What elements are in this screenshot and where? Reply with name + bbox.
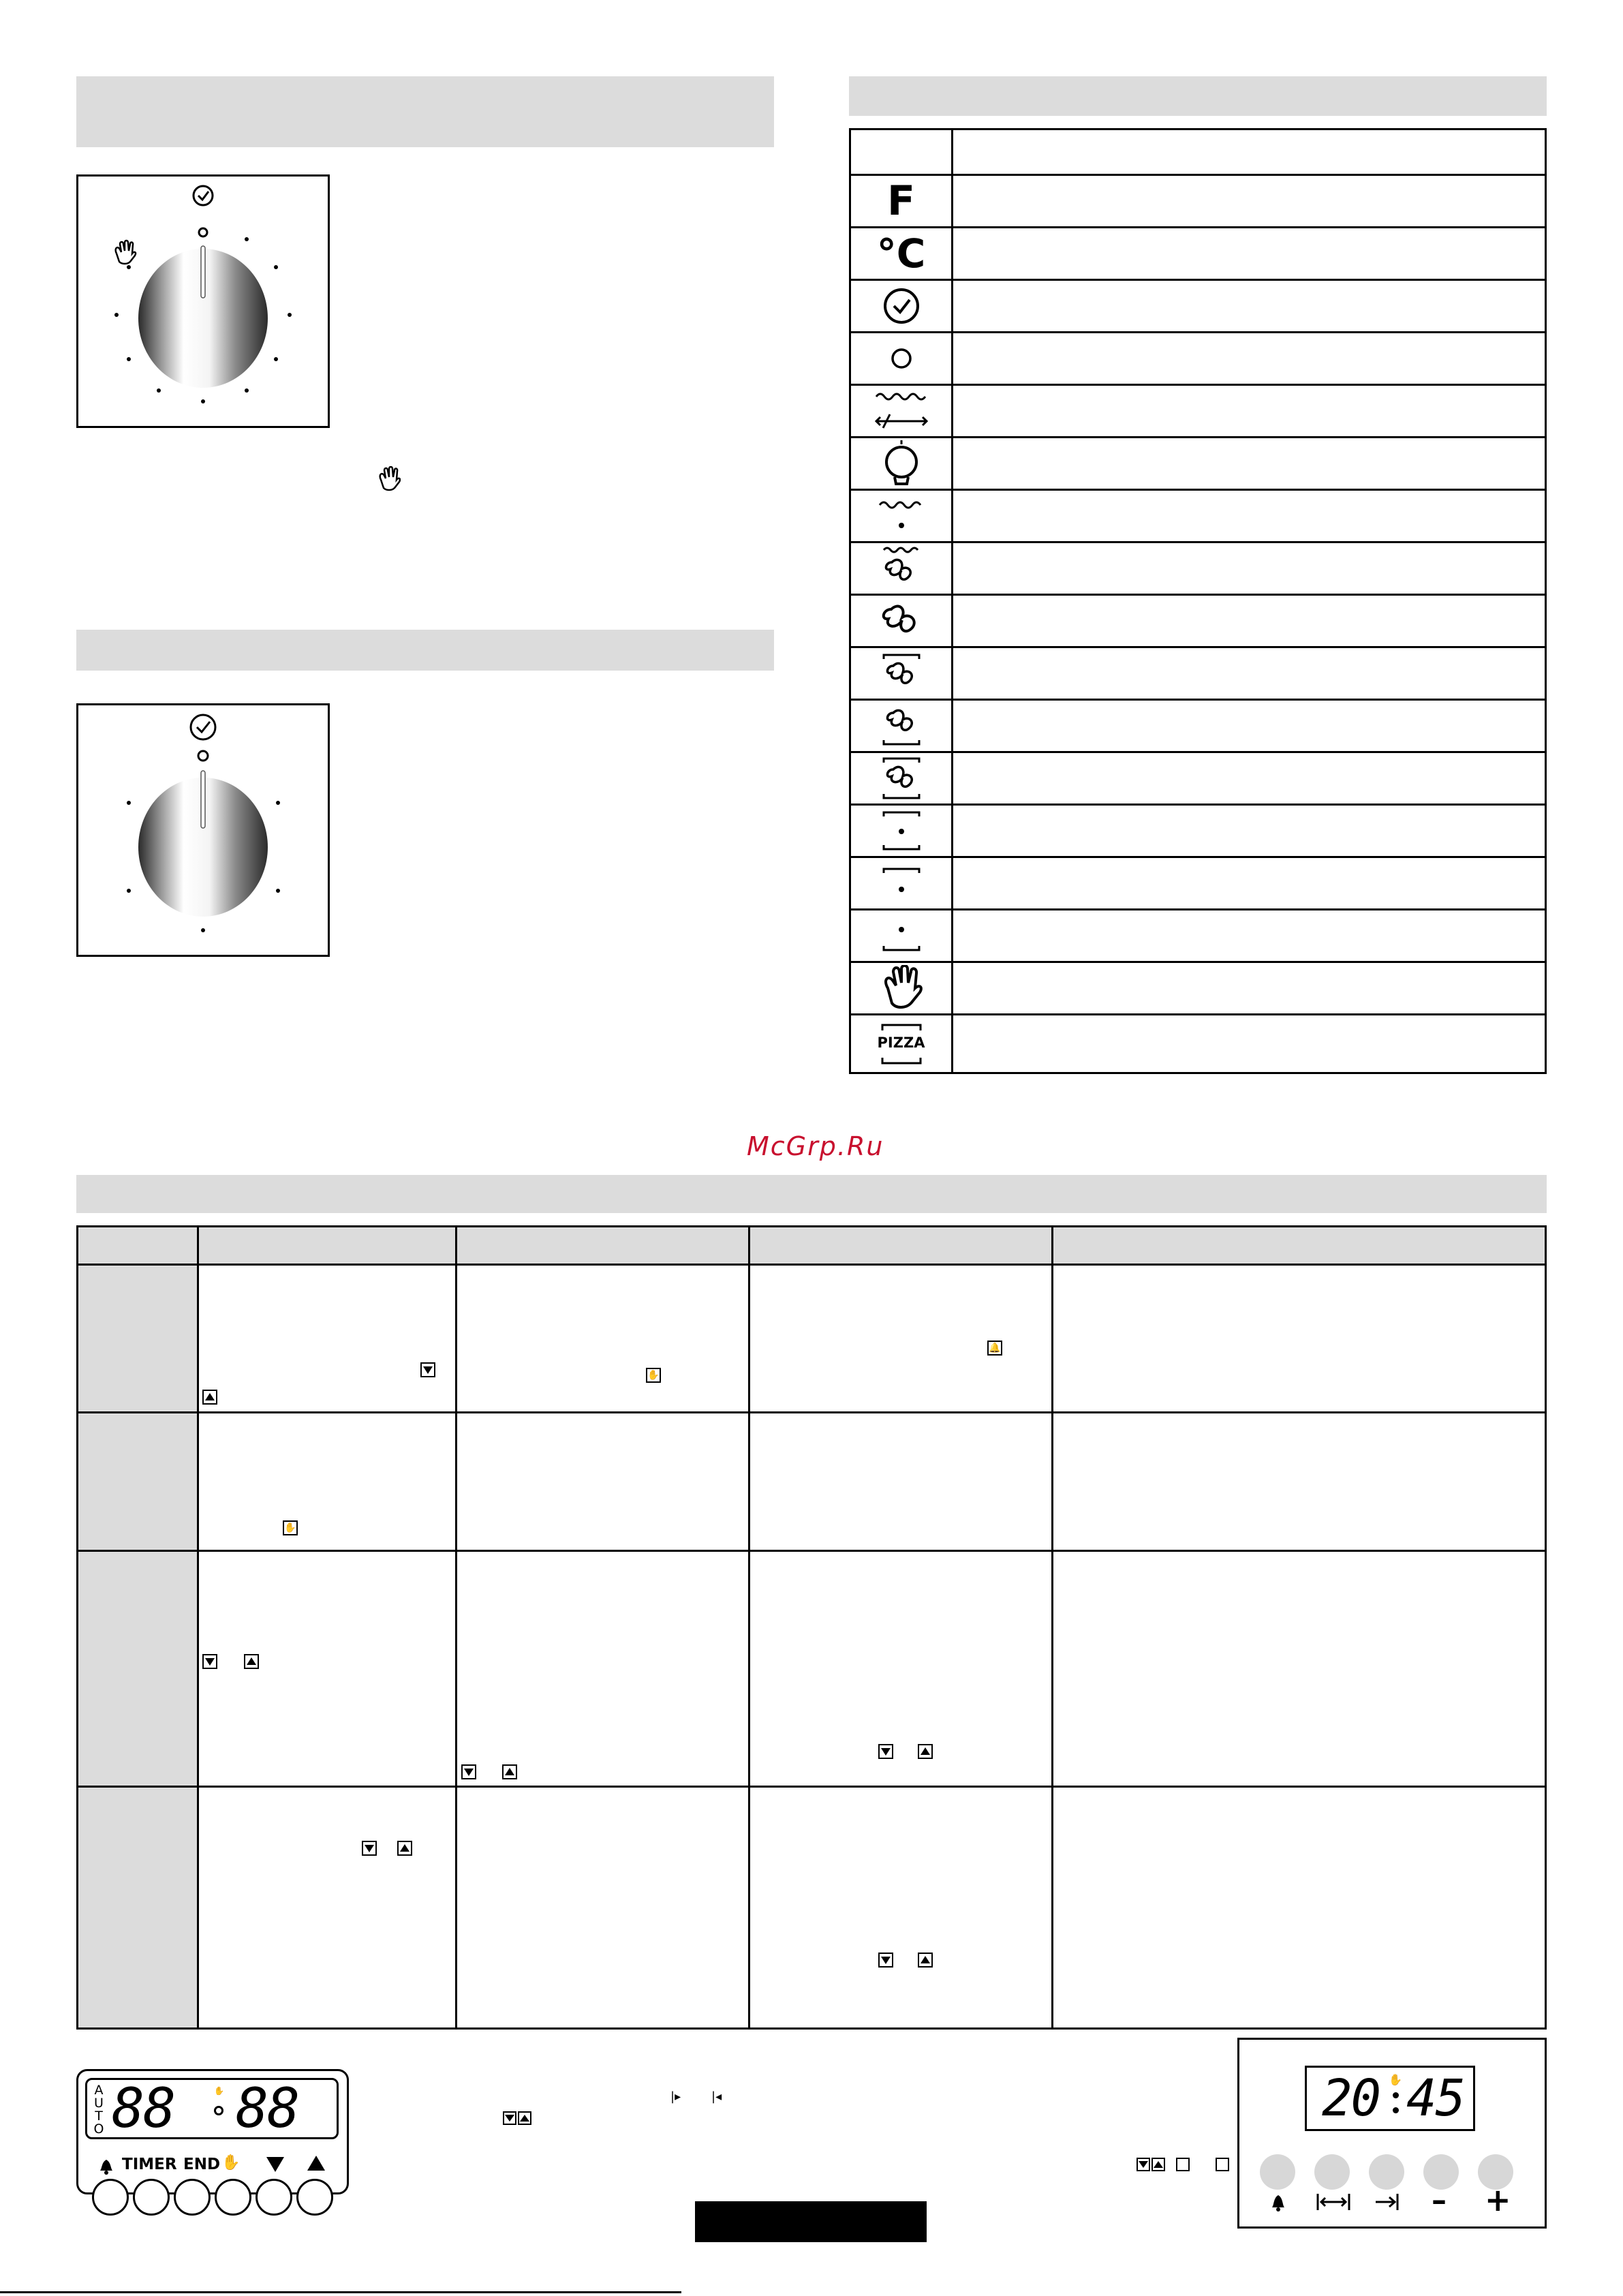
table-section-header-bar [76,1175,1547,1213]
grill-dot-icon [874,495,929,536]
symbol-row [851,226,1545,279]
hand-indicator-icon: ✋ [1389,2073,1402,2086]
end-button[interactable] [174,2179,211,2216]
top-heat-icon [874,859,929,907]
down-arrow-icon [1137,2158,1150,2171]
timer-button[interactable] [133,2179,170,2216]
end-time-button[interactable] [1369,2154,1404,2190]
hand-icon: ✋ [221,2154,241,2171]
symbol-table [849,128,1547,1074]
symbol-row [851,436,1545,489]
display [85,2078,339,2139]
down-arrow-icon [461,1764,476,1779]
grill-arrow-icon [871,387,932,435]
down-arrow-icon [202,1654,217,1669]
down-arrow-icon [362,1841,377,1856]
up-arrow-icon [397,1841,412,1856]
colon-indicator [214,2106,223,2115]
up-arrow-icon [502,1764,517,1779]
zero-mark [198,751,208,761]
lamp-icon [880,439,923,488]
timer-knob[interactable] [138,246,268,388]
timer-knob-panel-1 [76,174,330,428]
symbol-row [851,908,1545,961]
display [1305,2066,1475,2131]
square-icon [1176,2158,1190,2171]
down-arrow-icon [420,1362,435,1377]
end-icon [1373,2191,1400,2213]
fan-bottom-icon [874,702,929,750]
watermark: McGrp.Ru [747,1131,884,1161]
symbol-row [851,174,1545,226]
symbol-row [851,1013,1545,1072]
start-marker-icon: |▸ [670,2090,681,2104]
pizza-label: PIZZA [877,1034,925,1051]
symbol-row [851,331,1545,384]
up-arrow-icon [918,1744,933,1759]
table-header-row [78,1227,1545,1264]
section-header-bar-1 [76,76,774,147]
clock-icon [191,715,215,739]
hand-icon [376,466,401,493]
symbol-row [851,961,1545,1013]
hand-indicator-icon: ✋ [214,2086,224,2096]
up-arrow-icon [518,2111,531,2125]
display-digits-right: 88 [236,2077,299,2140]
clock-icon [881,286,922,326]
symbol-table-header-row [851,130,1545,174]
display-digits-left: 88 [112,2077,175,2140]
fan-top-bottom-icon [874,754,929,802]
symbol-row [851,856,1545,908]
down-arrow-icon [878,1953,893,1968]
circle-off-icon [888,345,915,372]
fan-top-icon [874,649,929,697]
symbol-row [851,803,1545,856]
celsius-symbol: °C [876,230,926,277]
duration-icon [1316,2191,1351,2213]
bell-icon: 🔔 [987,1341,1002,1356]
black-label-bar [695,2201,927,2242]
symbol-row [851,541,1545,594]
bell-button[interactable] [1260,2154,1295,2190]
control-panel-left [76,2069,349,2194]
bottom-heat-icon [874,912,929,960]
symbol-row [851,751,1545,803]
timer-knob[interactable] [138,771,268,917]
manual-button[interactable] [215,2179,251,2216]
hand-icon: ✋ [283,1520,298,1535]
symbol-row [851,489,1545,541]
down-arrow-icon [878,1744,893,1759]
timer-button-bell[interactable] [92,2179,129,2216]
colon-dot [1393,2107,1399,2113]
hand-icon [880,965,923,1011]
plus-label: + [1485,2182,1511,2218]
fan-grill-icon [874,545,929,592]
symbol-row [851,279,1545,331]
up-button[interactable] [296,2179,333,2216]
symbol-row [851,594,1545,646]
symbol-row [851,699,1545,751]
symbol-header-cell [851,130,953,174]
up-arrow-icon [202,1390,217,1405]
control-panel-right [1237,2038,1547,2229]
fan-icon [878,597,925,645]
hand-icon: ✋ [646,1368,661,1383]
row-header-column [78,1227,197,2027]
up-arrow-icon [1151,2158,1165,2171]
symbol-section-header-bar [849,76,1547,116]
display-minutes: 45 [1406,2069,1465,2128]
bell-icon [1269,2192,1287,2211]
hand-icon [116,241,136,264]
minus-label: – [1432,2183,1447,2218]
zero-mark [199,228,207,236]
bell-icon [97,2157,115,2175]
clock-icon [194,186,213,205]
timer-label: TIMER [122,2156,177,2173]
display-hours: 20 [1322,2069,1380,2128]
down-button[interactable] [256,2179,292,2216]
down-arrow-icon [266,2157,284,2172]
up-arrow-icon [307,2156,325,2171]
down-arrow-icon [503,2111,516,2125]
top-bottom-heat-icon [874,807,929,855]
duration-button[interactable] [1314,2154,1350,2190]
up-arrow-icon [918,1953,933,1968]
timer-knob-panel-2 [76,703,330,957]
colon-dot [1393,2092,1399,2098]
square-icon [1216,2158,1229,2171]
end-marker-icon: |◂ [711,2090,722,2104]
letter-f-symbol: F [887,177,915,225]
auto-indicator: A U T O [93,2083,104,2137]
up-arrow-icon [244,1654,259,1669]
section-header-bar-2 [76,630,774,671]
programming-table [76,1225,1547,2030]
symbol-row [851,384,1545,436]
symbol-row [851,646,1545,699]
end-label: END [183,2156,221,2173]
page-bottom-rule [0,2291,681,2293]
